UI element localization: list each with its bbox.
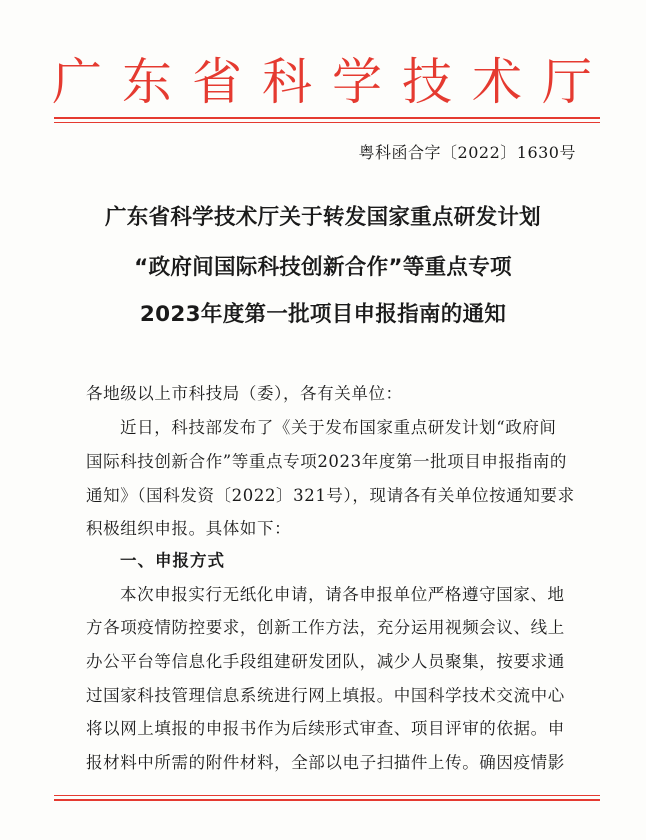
section-1-line-3: 办公平台等信息化手段组建研发团队，减少人员聚集，按要求通	[86, 652, 565, 671]
section-1-line-2: 方各项疫情防控要求，创新工作方法，充分运用视频会议、线上	[86, 618, 565, 637]
salutation: 各地级以上市科技局（委），各有关单位：	[86, 384, 403, 403]
section-1-heading: 一、申报方式	[120, 551, 225, 570]
section-1-line-6: 报材料中所需的附件材料，全部以电子扫描件上传。确因疫情影	[86, 753, 565, 772]
document-title-line-2: “政府间国际科技创新合作”等重点专项	[134, 255, 512, 280]
intro-line-3: 通知》（国科发资〔2022〕321号），现请各有关单位按通知要求	[86, 486, 575, 505]
section-1-line-4: 过国家科技管理信息系统进行网上填报。中国科学技术交流中心	[86, 686, 565, 705]
letterhead-red-rule-thick	[54, 117, 600, 119]
intro-line-4: 积极组织申报。具体如下：	[86, 519, 292, 538]
intro-line-2: 国际科技创新合作”等重点专项2023年度第一批项目申报指南的	[86, 452, 567, 471]
letterhead-org-name: 广东省科学技术厅	[52, 53, 612, 111]
document-title-line-3: 2023年度第一批项目申报指南的通知	[139, 302, 507, 327]
section-1-line-5: 将以网上填报的申报书作为后续形式审查、项目评审的依据。申	[86, 719, 565, 738]
section-1-line-1: 本次申报实行无纸化申请，请各申报单位严格遵守国家、地	[120, 585, 565, 604]
document-title-line-1: 广东省科学技术厅关于转发国家重点研发计划	[104, 205, 541, 230]
letterhead-red-rule-thin	[54, 122, 600, 123]
footer-red-rule-thin	[54, 795, 600, 796]
footer-red-rule-thick	[54, 799, 600, 801]
intro-line-1: 近日，科技部发布了《关于发布国家重点研发计划“政府间	[120, 418, 557, 437]
document-number: 粤科函合字〔2022〕1630号	[358, 143, 576, 162]
